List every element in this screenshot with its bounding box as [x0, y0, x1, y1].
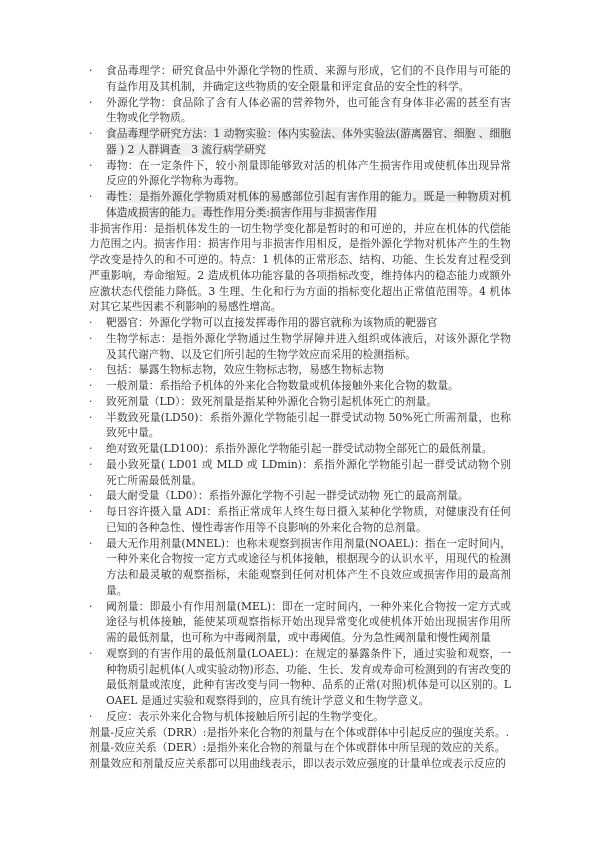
item-text: 阈剂量：即最小有作用剂量(MEL)：即在一定时间内，一种外来化合物按一定方式或途径与机体接触，能使某项观察指标开始出现异常变化或使机体开始出现损害作用所需的最低剂量，也可称为中毒阈剂量，或中毒阈值。分为急性阈剂量和慢性阈剂量: [106, 599, 511, 644]
bullet-marker: ·: [89, 127, 93, 140]
item-text: 剂量-效应关系（DER）:是指外来化合物的剂量与在个体或群体中所呈现的效应的关系。: [89, 741, 506, 755]
bullet-marker: ·: [89, 331, 93, 345]
bullet-marker: ·: [89, 410, 93, 424]
item-text: 剂量-反应关系（DRR）:是指外来化合物的剂量与在个体或群体中引起反应的强度关系。.: [89, 725, 510, 739]
list-item: [89, 394, 511, 410]
item-text: 最大耐受量（LD0）：系指外源化学物不引起一群受试动物 死亡的最高剂量。: [106, 489, 469, 503]
list-item: [89, 599, 511, 646]
list-item: [89, 95, 511, 127]
list-item: [89, 158, 511, 190]
item-text: 生物学标志：是指外源化学物通过生物学屏障并进入组织或体液后，对该外源化学物及其代谢产物、以及它们所引起的生物学效应而采用的检测指标。: [106, 331, 511, 361]
bullet-marker: ·: [89, 394, 93, 408]
list-item: [89, 63, 511, 95]
list-item: [89, 189, 511, 221]
list-item: [89, 646, 511, 709]
item-text: 靶器官：外源化学物可以直接发挥毒作用的器官就称为该物质的靶器官: [106, 316, 438, 329]
bullet-marker: ·: [89, 505, 93, 518]
bullet-marker: ·: [89, 190, 93, 203]
item-text: 反应：表示外来化合物与机体接触后所引起的生物学变化。: [106, 709, 384, 723]
item-text: 剂量效应和剂量反应关系都可以用曲线表示，即以表示效应强度的计量单位或表示反应的: [89, 757, 506, 770]
bullet-marker: ·: [89, 599, 93, 613]
item-text: 绝对致死量(LD100)：系指外源化学物能引起一群受试动物全部死亡的最低剂量。: [106, 442, 493, 455]
bullet-marker: ·: [89, 457, 93, 471]
item-text: 一般剂量：系指给予机体的外来化合物数量或机体接触外来化合物的数量。: [106, 379, 459, 392]
paragraph: [89, 740, 511, 756]
item-text: 非损害作用：是指机体发生的一切生物学变化都是暂时的和可逆的，并应在机体的代偿能力范围之内。损害作用：损害作用与非损害作用相反，是指外源化学物对机体产生的生物学改变是持久的和不可逆的。特点：1 机体的正常形态、结构、功能、生长发育过程受到严重影响，寿命缩短。2 造成机体功能容量的各项指标改变，维持体内的稳态能力或额外应激状态代偿能力降低。3 生理、生化和行为方面的指标变化超出正常值范围等。4 机体对其它某些因素不利影响的易感性增高。: [89, 221, 511, 314]
bullet-marker: ·: [89, 316, 93, 329]
bullet-marker: ·: [89, 442, 93, 455]
item-text: 最大无作用剂量(MNEL)：也称未观察到损害作用剂量(NOAEL)：指在一定时间内，一种外来化合物按一定方式或途径与机体接触，根据现今的认识水平，用现代的检测方法和最灵敏的观察指标，未能观察到任何对机体产生不良效应或损害作用的最高剂量。: [106, 536, 511, 597]
list-item: [89, 362, 511, 378]
item-text: 每日容许摄入量 ADI：系指正常成年人终生每日摄入某种化学物质，对健康没有任何已知的各种急性、慢性毒害作用等不良影响的外来化合物的总剂量。: [106, 505, 511, 534]
paragraph: [89, 725, 511, 741]
list-item: [89, 315, 511, 331]
bullet-marker: ·: [89, 64, 93, 77]
bullet-marker: ·: [89, 709, 93, 723]
item-text: 半数致死量(LD50)：系指外源化学物能引起一群受试动物 50%死亡所需剂量，也称致死中量。: [106, 410, 511, 440]
item-text: 最小致死量( LD01 或 MLD 或 LDmin)：系指外源化学物能引起一群受试动物个别死亡所需最低剂量。: [106, 457, 511, 487]
item-text: 毒物：在一定条件下，较小剂量即能够致对活的机体产生损害作用或使机体出现异常反应的外源化学物称为毒物。: [106, 158, 511, 188]
list-item: [89, 709, 511, 725]
list-item: [89, 488, 511, 504]
bullet-marker: ·: [89, 95, 93, 109]
list-item: [89, 126, 511, 158]
bullet-marker: ·: [89, 158, 93, 172]
bullet-marker: ·: [89, 379, 93, 392]
bullet-marker: ·: [89, 536, 93, 550]
item-text: 观察到的有害作用的最低剂量(LOAEL)：在规定的暴露条件下，通过实验和观察，一种物质引起机体(人或实验动物)形态、功能、生长、发育或寿命可检测到的有害改变的最低剂量或浓度，此种有害改变与同一物种、品系的正常(对照)机体是可以区别的。LOAEL 是通过实验和观察得到的，应具有统计学意义和生物学意义。: [106, 646, 511, 707]
list-item: [89, 331, 511, 363]
list-item: [89, 536, 511, 599]
item-text: 致死剂量（LD）：致死剂量是指某种外源化合物引起机体死亡的剂量。: [106, 394, 437, 408]
list-item: [89, 441, 511, 457]
list-item: [89, 378, 511, 394]
bullet-marker: ·: [89, 363, 93, 377]
list-item: [89, 457, 511, 489]
list-item: [89, 504, 511, 536]
item-text: 外源化学物：食品除了含有人体必需的营养物外，也可能含有身体非必需的甚至有害生物或化学物质。: [106, 95, 511, 125]
item-text: 包括：暴露生物标志物，效应生物标志物，易感生物标志物: [106, 363, 384, 377]
paragraph: [89, 756, 511, 772]
bullet-marker: ·: [89, 489, 93, 503]
item-text: 食品毒理学研究方法：1 动物实验：体内实验法、体外实验法(游离器官、细胞 、细胞器 ) 2 人群调查 3 流行病学研究: [106, 127, 511, 156]
item-text: 食品毒理学：研究食品中外源化学物的性质、来源与形成，它们的不良作用与可能的有益作用及其机制，并确定这些物质的安全限量和评定食品的安全性的科学。: [106, 64, 511, 93]
bullet-marker: ·: [89, 646, 93, 660]
list-item: [89, 410, 511, 442]
item-text: 毒性：是指外源化学物质对机体的易感部位引起有害作用的能力。既是一种物质对机体造成损害的能力。毒性作用分类:损害作用与非损害作用: [106, 190, 511, 219]
paragraph: [89, 221, 511, 316]
